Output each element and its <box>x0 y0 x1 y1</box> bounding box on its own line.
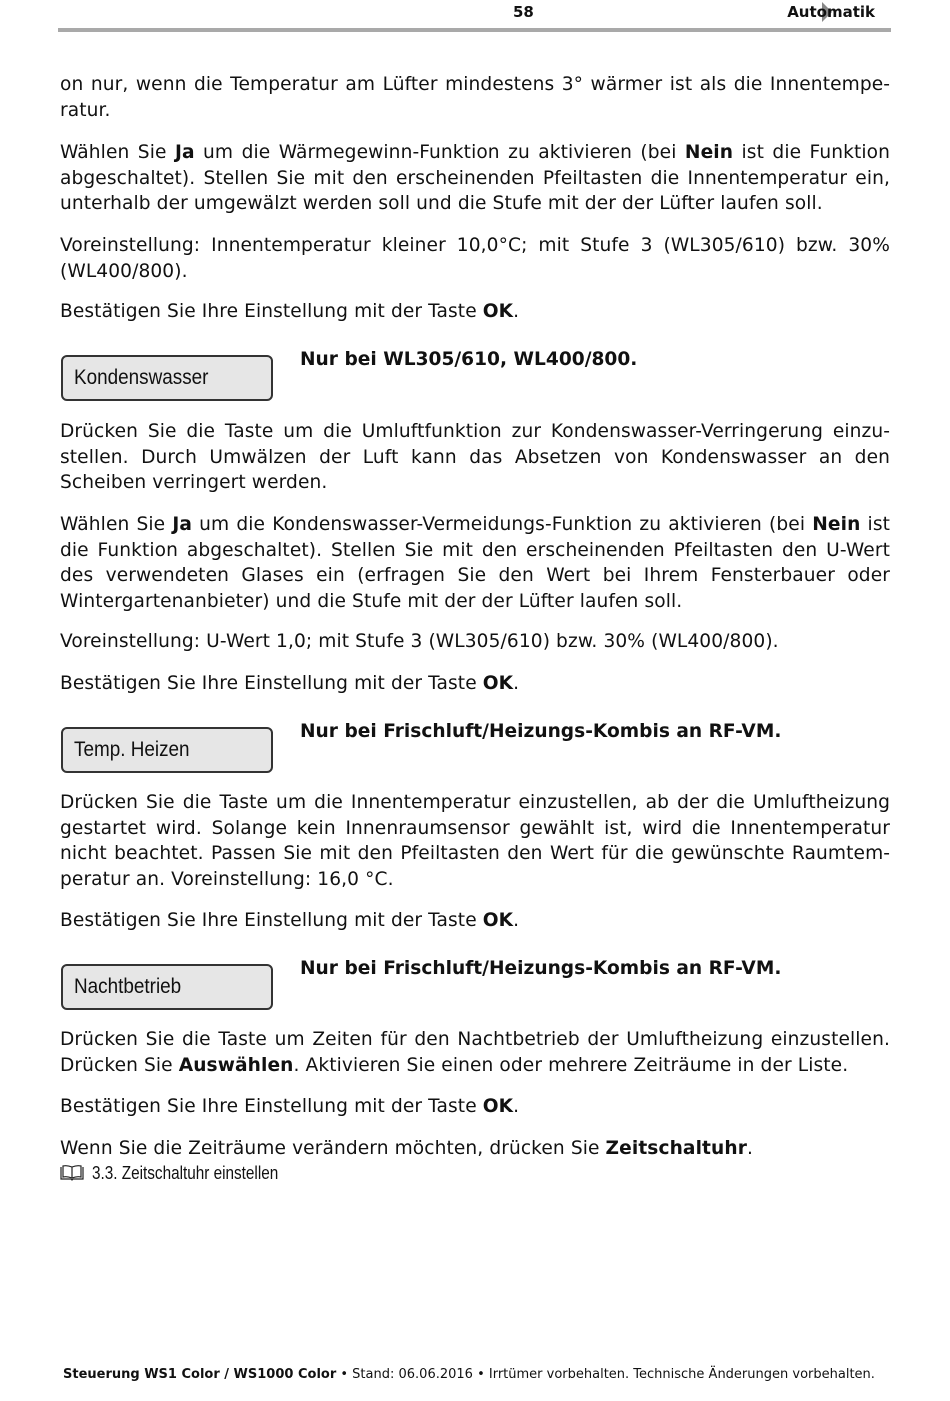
page-number: 58 <box>513 3 534 21</box>
page-header <box>58 0 891 32</box>
nachtbetrieb-button[interactable]: Nachtbetrieb <box>61 964 273 1010</box>
paragraph: Voreinstellung: Innentemperatur kleiner 10,0°C; mit Stufe 3 (WL305/610) bzw. 30% (WL400/800). <box>60 235 890 282</box>
confirm-paragraph: Bestätigen Sie Ihre Einstellung mit der Taste OK. <box>60 910 520 931</box>
temp-heizen-button[interactable]: Temp. Heizen <box>61 727 273 773</box>
page-footer: Steuerung WS1 Color / WS1000 Color • Stand: 06.06.2016 • Irrtümer vorbehalten. Technische Änderungen vorbehalten. <box>63 1367 875 1382</box>
paragraph: Drücken Sie die Taste um Zeiten für den Nachtbetrieb der Umluftheizung einzustellen. Drücken Sie Auswählen. Aktivieren Sie einen oder mehrere Zeiträume in der Liste. <box>60 1029 890 1076</box>
paragraph: Wenn Sie die Zeiträume verändern möchten, drücken Sie Zeitschaltuhr. <box>60 1138 753 1159</box>
paragraph: Wählen Sie Ja um die Kondenswasser-Vermeidungs-Funktion zu aktivieren (bei Nein ist die Funktion abgeschaltet). Stellen Sie mit den erscheinenden Pfeiltasten den U-Wert des verwendeten Glases ein (erfragen Sie den Wert bei Ihrem Fensterbauer oder Wintergartenanbieter) und die Stufe mit der der Lüfter laufen soll. <box>60 514 890 612</box>
kondenswasser-button[interactable]: Kondenswasser <box>61 355 273 401</box>
availability-note: Nur bei WL305/610, WL400/800. <box>300 349 638 370</box>
paragraph: Wählen Sie Ja um die Wärmegewinn-Funktion zu aktivieren (bei Nein ist die Funktion abgeschaltet). Stellen Sie mit den erscheinenden Pfeiltasten die Innentemperatur ein, unterhalb der umgewälzt werden soll und die Stufe mit der der Lüfter laufen soll. <box>60 142 890 215</box>
book-icon <box>60 1165 84 1181</box>
confirm-paragraph: Bestätigen Sie Ihre Einstellung mit der Taste OK. <box>60 1096 520 1117</box>
paragraph: Drücken Sie die Taste um die Innentemperatur einzustellen, ab der die Umluftheizung gestartet wird. Solange kein Innenraumsensor gewählt ist, wird die Innentemperatur nicht beachtet. Passen Sie mit den Pfeiltasten den Wert für die gewünschte Raumtemperatur an. Voreinstellung: 16,0 °C. <box>60 792 890 890</box>
availability-note: Nur bei Frischluft/Heizungs-Kombis an RF-VM. <box>300 958 782 979</box>
availability-note: Nur bei Frischluft/Heizungs-Kombis an RF-VM. <box>300 721 782 742</box>
paragraph: Voreinstellung: U-Wert 1,0; mit Stufe 3 (WL305/610) bzw. 30% (WL400/800). <box>60 631 779 652</box>
paragraph: Drücken Sie die Taste um die Umluftfunktion zur Kondenswasser-Verringerung einzustellen. Durch Umwälzen der Luft kann das Absetzen von Kondenswasser an den Scheiben verringert werden. <box>60 421 890 494</box>
confirm-paragraph: Bestätigen Sie Ihre Einstellung mit der Taste OK. <box>60 673 520 694</box>
chapter-title: Automatik <box>787 3 875 21</box>
cross-reference-link[interactable]: 3.3. Zeitschaltuhr einstellen <box>60 1163 311 1184</box>
paragraph: on nur, wenn die Temperatur am Lüfter mindestens 3° wärmer ist als die Innentemperatur. <box>60 74 890 121</box>
confirm-paragraph: Bestätigen Sie Ihre Einstellung mit der Taste OK. <box>60 301 520 322</box>
